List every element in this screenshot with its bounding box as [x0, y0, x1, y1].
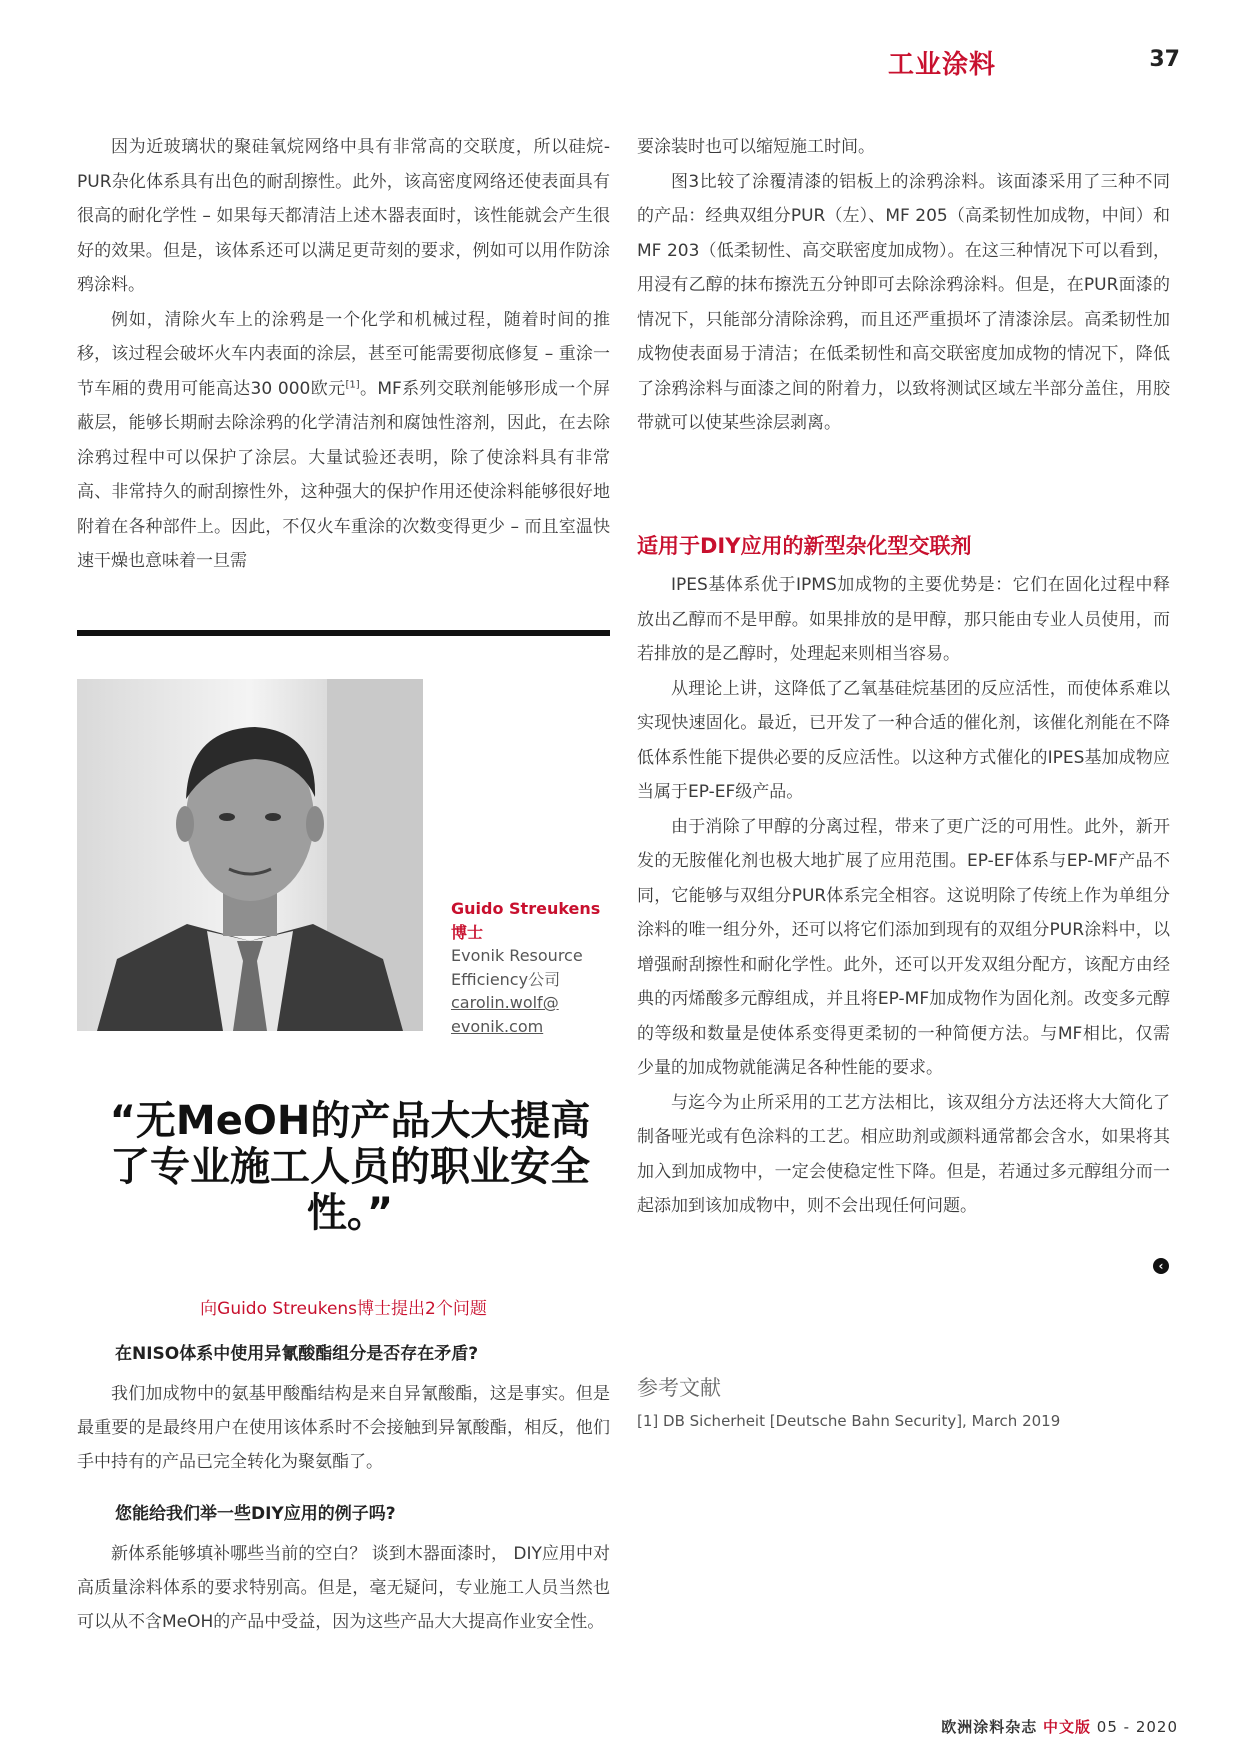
pull-quote: “无MeOH的产品大大提高了专业施工人员的职业安全性。”	[109, 1098, 591, 1236]
right-paragraph-2: IPES基体系优于IPMS加成物的主要优势是：它们在固化过程中释放出乙醇而不是甲醇。如果排放的是甲醇，那只能由专业人员使用，而若排放的是乙醇时，处理起来则相当容易。	[637, 575, 1170, 664]
end-of-article-icon: ‹	[1153, 1258, 1169, 1274]
footer-issue: 05 - 2020	[1096, 1718, 1178, 1736]
left-paragraph-2	[77, 303, 610, 579]
qa-question-2: 您能给我们举一些DIY应用的例子吗?	[115, 1504, 396, 1524]
page-number: 37	[1149, 47, 1180, 72]
left-paragraph-1: 因为近玻璃状的聚硅氧烷网络中具有非常高的交联度，所以硅烷-PUR杂化体系具有出色的耐刮擦性。此外，该高密度网络还使表面具有很高的耐化学性 – 如果每天都清洁上述木器表面时，该性能就会产生很好的效果。但是，该体系还可以满足更苛刻的要求，例如可以用作防涂鸦涂料。	[77, 137, 610, 295]
author-title: 博士	[451, 922, 484, 942]
author-company-line-1: Evonik Resource	[451, 946, 583, 965]
portrait-illustration	[77, 679, 423, 1031]
left-paragraph-2-text-b: 。MF系列交联剂能够形成一个屏蔽层，能够长期耐去除涂鸦的化学清洁剂和腐蚀性溶剂，因此，在去除涂鸦过程中可以保护了涂层。大量试验还表明，除了使涂料具有非常高、非常持久的耐刮擦性外，这种强大的保护作用还使涂料能够很好地附着在各种部件上。因此，不仅火车重涂的次数变得更少 – 而且室温快速干燥也意味着一旦需	[77, 378, 611, 571]
page-footer	[941, 1716, 1178, 1737]
author-email-line-2[interactable]: evonik.com	[451, 1016, 544, 1036]
footer-magazine: 欧洲涂料杂志	[941, 1718, 1038, 1736]
right-paragraph-0: 要涂装时也可以缩短施工时间。	[637, 137, 875, 157]
left-article-column	[77, 130, 610, 579]
author-portrait	[77, 679, 423, 1031]
right-paragraph-4: 由于消除了甲醇的分离过程，带来了更广泛的可用性。此外，新开发的无胺催化剂也极大地扩展了应用范围。EP-EF体系与EP-MF产品不同，它能够与双组分PUR体系完全相容。这说明除了传统上作为单组分涂料的唯一组分外，还可以将它们添加到现有的双组分PUR涂料中，以增强耐刮擦性和耐化学性。此外，还可以开发双组分配方，该配方由经典的丙烯酸多元醇组成，并且将EP-MF加成物作为固化剂。改变多元醇的等级和数量是使体系变得更柔韧的一种简便方法。与MF相比，仅需少量的加成物就能满足各种性能的要求。	[637, 816, 1170, 1078]
right-paragraph-3: 从理论上讲，这降低了乙氧基硅烷基团的反应活性，而使体系难以实现快速固化。最近，已开发了一种合适的催化剂，该催化剂能在不降低体系性能下提供必要的反应活性。以这种方式催化的IPES基加成物应当属于EP-EF级产品。	[637, 678, 1170, 802]
left-paragraph-2-text-a: 例如，清除火车上的涂鸦是一个化学和机械过程，随着时间的推移，该过程会破坏火车内表面的涂层，甚至可能需要彻底修复 – 重涂一节车厢的费用可能高达30 000欧元	[77, 309, 610, 399]
qa-section	[77, 1337, 610, 1639]
right-article-column-lower	[637, 568, 1170, 1224]
author-name: Guido Streukens	[451, 899, 601, 918]
references-title: 参考文献	[637, 1376, 721, 1400]
author-caption	[451, 897, 631, 1038]
section-divider	[77, 630, 610, 636]
right-article-column	[637, 130, 1170, 441]
footnote-ref-1[interactable]: [1]	[345, 378, 360, 390]
reference-item-1: [1] DB Sicherheit [Deutsche Bahn Security], March 2019	[637, 1412, 1061, 1430]
qa-title: 向Guido Streukens博士提出2个问题	[200, 1299, 487, 1319]
right-paragraph-5: 与迄今为止所采用的工艺方法相比，该双组分方法还将大大简化了制备哑光或有色涂料的工艺。相应助剂或颜料通常都会含水，如果将其加入到加成物中，一定会使稳定性下降。但是，若通过多元醇组分而一起添加到该加成物中，则不会出现任何问题。	[637, 1092, 1170, 1216]
qa-question-1: 在NISO体系中使用异氰酸酯组分是否存在矛盾?	[115, 1344, 479, 1364]
author-company-line-2: Efficiency公司	[451, 969, 561, 989]
qa-answer-1: 我们加成物中的氨基甲酸酯结构是来自异氰酸酯，这是事实。但是最重要的是最终用户在使用该体系时不会接触到异氰酸酯，相反，他们手中持有的产品已完全转化为聚氨酯了。	[77, 1384, 610, 1472]
right-paragraph-1: 图3比较了涂覆清漆的铝板上的涂鸦涂料。该面漆采用了三种不同的产品：经典双组分PUR（左）、MF 205（高柔韧性加成物，中间）和MF 203（低柔韧性、高交联密度加成物）。在这三种情况下可以看到，用浸有乙醇的抹布擦洗五分钟即可去除涂鸦涂料。但是，在PUR面漆的情况下，只能部分清除涂鸦，而且还严重损坏了清漆涂层。高柔韧性加成物使表面易于清洁；在低柔韧性和高交联密度加成物的情况下，降低了涂鸦涂料与面漆之间的附着力，以致将测试区域左半部分盖住，用胶带就可以使某些涂层剥离。	[637, 171, 1170, 433]
qa-answer-2: 新体系能够填补哪些当前的空白？ 谈到木器面漆时， DIY应用中对高质量涂料体系的要求特别高。但是，毫无疑问，专业施工人员当然也可以从不含MeOH的产品中受益，因为这些产品大大提高作业安全性。	[77, 1544, 610, 1632]
footer-edition: 中文版	[1042, 1718, 1091, 1736]
section-heading-diy: 适用于DIY应用的新型杂化型交联剂	[637, 534, 972, 558]
author-email-line-1[interactable]: carolin.wolf@	[451, 993, 559, 1012]
section-title: 工业涂料	[887, 50, 996, 80]
